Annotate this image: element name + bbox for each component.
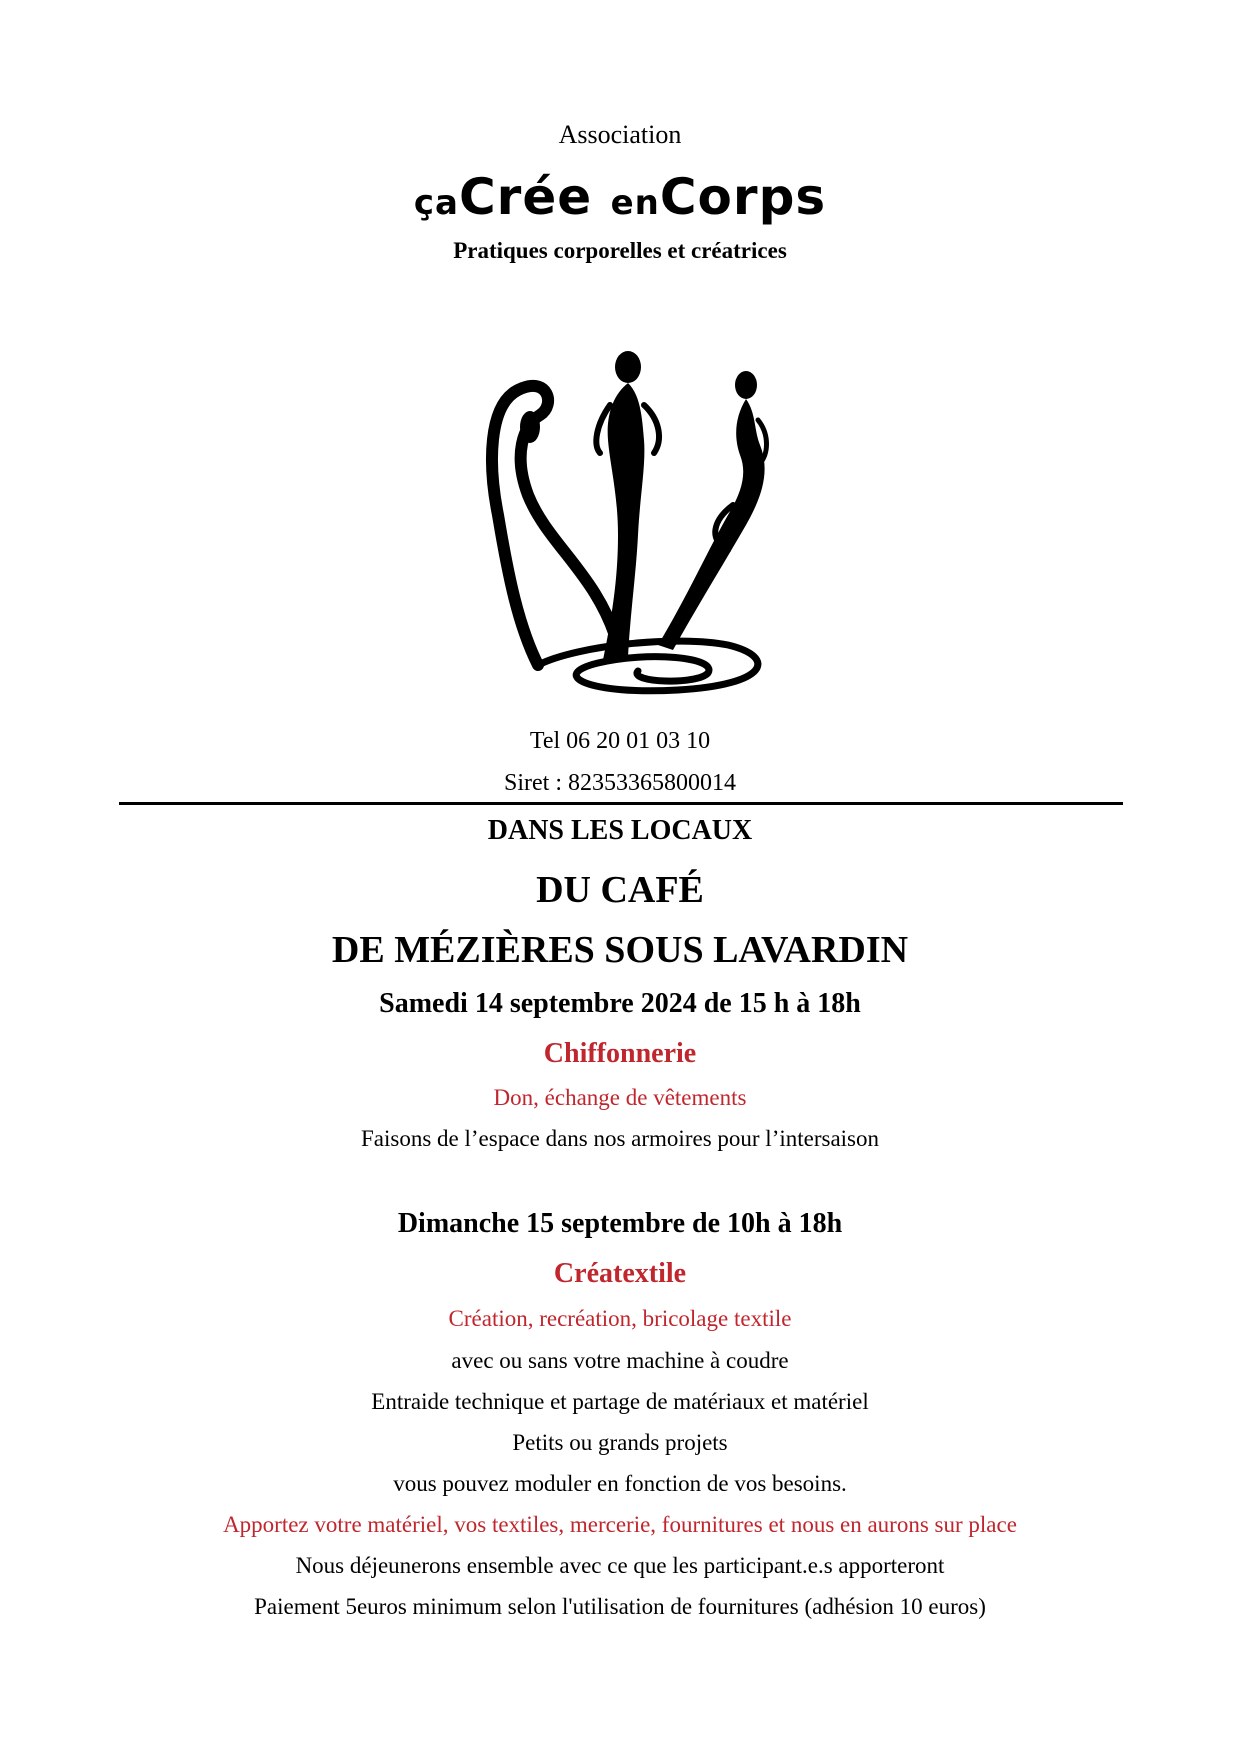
event2-line-dejeuner: Nous déjeunerons ensemble avec ce que les participant.e.s apporteront bbox=[295, 1553, 945, 1578]
event2-line-paiement: Paiement 5euros minimum selon l'utilisation de fournitures (adhésion 10 euros) bbox=[254, 1594, 986, 1619]
logo-part-cree: Crée bbox=[458, 168, 593, 226]
event1-date: Samedi 14 septembre 2024 de 15 h à 18h bbox=[379, 988, 861, 1019]
logo-part-corps: Corps bbox=[659, 168, 827, 226]
dancers-illustration bbox=[478, 345, 798, 705]
event1-subtitle: Don, échange de vêtements bbox=[493, 1085, 747, 1110]
logo-part-ca: ça bbox=[413, 183, 459, 223]
phone-number: Tel 06 20 01 03 10 bbox=[529, 728, 711, 754]
association-subtitle: Pratiques corporelles et créatrices bbox=[453, 238, 787, 263]
event1-description: Faisons de l’espace dans nos armoires pour l’intersaison bbox=[360, 1126, 880, 1151]
event1-title: Chiffonnerie bbox=[543, 1038, 697, 1069]
event2-line-apportez: Apportez votre matériel, vos textiles, mercerie, fournitures et nous en aurons sur place bbox=[223, 1512, 1017, 1537]
location-line-2: DU CAFÉ bbox=[536, 869, 704, 911]
event2-line-machine: avec ou sans votre machine à coudre bbox=[451, 1348, 789, 1373]
event2-line-entraide: Entraide technique et partage de matériaux et matériel bbox=[371, 1389, 869, 1414]
logo-wordmark bbox=[0, 168, 1240, 226]
event2-line-projets: Petits ou grands projets bbox=[512, 1430, 728, 1455]
event2-date: Dimanche 15 septembre de 10h à 18h bbox=[397, 1208, 843, 1239]
location-line-1: DANS LES LOCAUX bbox=[487, 815, 753, 846]
event2-subtitle: Création, recréation, bricolage textile bbox=[448, 1306, 792, 1331]
horizontal-divider bbox=[119, 802, 1123, 805]
siret-number: Siret : 82353365800014 bbox=[504, 770, 736, 796]
association-label: Association bbox=[558, 120, 682, 149]
event2-line-moduler: vous pouvez moduler en fonction de vos besoins. bbox=[393, 1471, 847, 1496]
location-line-3: DE MÉZIÈRES SOUS LAVARDIN bbox=[331, 929, 909, 971]
logo-part-en: en bbox=[610, 183, 660, 223]
event2-title: Créatextile bbox=[553, 1258, 687, 1289]
